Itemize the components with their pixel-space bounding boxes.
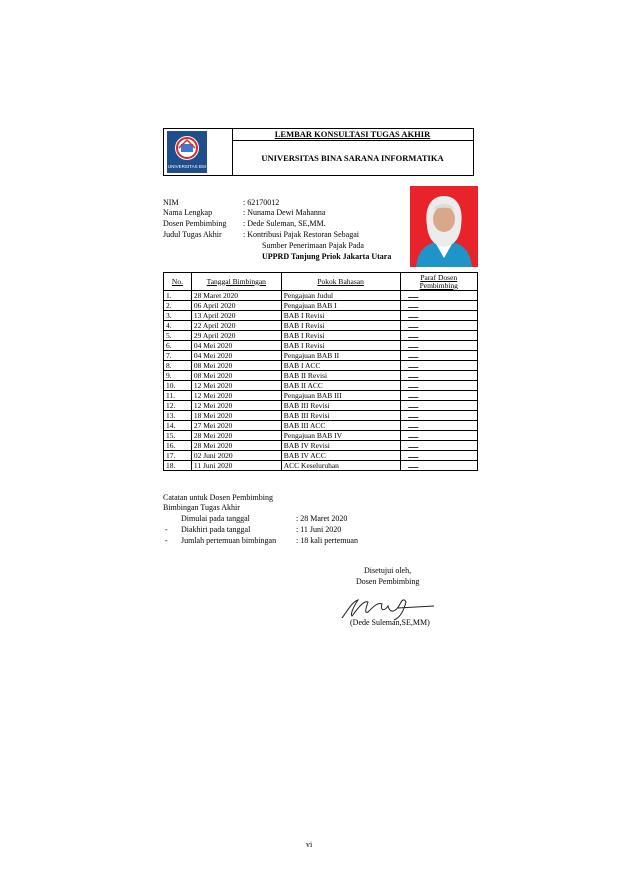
table-row bbox=[164, 361, 478, 371]
table-row bbox=[164, 461, 478, 471]
row-signature bbox=[400, 381, 477, 391]
table-row bbox=[164, 391, 478, 401]
row-signature bbox=[400, 411, 477, 421]
table-row bbox=[164, 371, 478, 381]
row-date: 18 Mei 2020 bbox=[191, 411, 281, 421]
bullet: - bbox=[165, 536, 168, 545]
paraf-mark bbox=[408, 363, 420, 368]
row-topic: BAB III Revisi bbox=[281, 411, 400, 421]
nim-label: NIM bbox=[163, 198, 179, 207]
row-number: 12. bbox=[164, 401, 192, 411]
name-label: Nama Lengkap bbox=[163, 208, 213, 217]
paraf-mark bbox=[408, 463, 420, 468]
row-topic: BAB III ACC bbox=[281, 421, 400, 431]
row-date: 28 Mei 2020 bbox=[191, 441, 281, 451]
row-signature bbox=[400, 421, 477, 431]
end-date-label: Diakhiri pada tanggal bbox=[181, 525, 251, 534]
meeting-count-value: : 18 kali pertemuan bbox=[296, 536, 358, 545]
row-topic: BAB II ACC bbox=[281, 381, 400, 391]
thesis-title-line-3: UPPRD Tanjung Priok Jakarta Utara bbox=[262, 252, 392, 261]
paraf-mark bbox=[408, 393, 420, 398]
row-signature bbox=[400, 401, 477, 411]
header-box bbox=[163, 128, 474, 176]
row-signature bbox=[400, 461, 477, 471]
row-signature bbox=[400, 431, 477, 441]
row-date: 11 Juni 2020 bbox=[191, 461, 281, 471]
start-date-value: : 28 Maret 2020 bbox=[296, 514, 348, 523]
row-date: 12 Mei 2020 bbox=[191, 391, 281, 401]
row-date: 28 Mei 2020 bbox=[191, 431, 281, 441]
col-signature bbox=[400, 273, 477, 291]
page-number: vi bbox=[306, 840, 313, 849]
paraf-mark bbox=[408, 373, 420, 378]
row-number: 4. bbox=[164, 321, 192, 331]
paraf-mark bbox=[408, 423, 420, 428]
table-row bbox=[164, 411, 478, 421]
row-topic: BAB IV Revisi bbox=[281, 441, 400, 451]
thesis-title-line-1: : Kontribusi Pajak Restoran Sebagai bbox=[243, 230, 359, 239]
paraf-mark bbox=[408, 453, 420, 458]
row-topic: Pengajuan BAB II bbox=[281, 351, 400, 361]
table-row bbox=[164, 351, 478, 361]
paraf-mark bbox=[408, 383, 420, 388]
thesis-title-line-2: Sumber Penerimaan Pajak Pada bbox=[262, 241, 364, 250]
end-date-value: : 11 Juni 2020 bbox=[296, 525, 342, 534]
table-header-row bbox=[164, 273, 478, 291]
row-number: 10. bbox=[164, 381, 192, 391]
notes-heading-1: Catatan untuk Dosen Pembimbing bbox=[163, 493, 273, 502]
row-date: 29 April 2020 bbox=[191, 331, 281, 341]
paraf-mark bbox=[408, 333, 420, 338]
row-number: 15. bbox=[164, 431, 192, 441]
paraf-mark bbox=[408, 433, 420, 438]
row-topic: BAB I Revisi bbox=[281, 331, 400, 341]
name-value: : Nunama Dewi Mahanna bbox=[243, 208, 326, 217]
paraf-mark bbox=[408, 413, 420, 418]
table-row bbox=[164, 291, 478, 301]
row-signature bbox=[400, 371, 477, 381]
table-row bbox=[164, 431, 478, 441]
row-topic: BAB I Revisi bbox=[281, 321, 400, 331]
approved-by-text: Disetujui oleh, bbox=[364, 566, 412, 575]
row-topic: Pengajuan BAB IV bbox=[281, 431, 400, 441]
table-row bbox=[164, 321, 478, 331]
row-number: 17. bbox=[164, 451, 192, 461]
row-number: 5. bbox=[164, 331, 192, 341]
advisor-value: : Dede Suleman, SE,MM. bbox=[243, 219, 326, 228]
meeting-count-label: Jumlah pertemuan bimbingan bbox=[181, 536, 277, 545]
row-topic: BAB I Revisi bbox=[281, 311, 400, 321]
row-signature bbox=[400, 291, 477, 301]
row-date: 12 Mei 2020 bbox=[191, 381, 281, 391]
row-number: 8. bbox=[164, 361, 192, 371]
table-row bbox=[164, 401, 478, 411]
row-topic: BAB I Revisi bbox=[281, 341, 400, 351]
col-date: Tanggal Bimbingan bbox=[191, 273, 281, 291]
svg-text:UNIVERSITAS BSI: UNIVERSITAS BSI bbox=[167, 164, 207, 169]
col-topic: Pokok Bahasan bbox=[281, 273, 400, 291]
row-date: 04 Mei 2020 bbox=[191, 351, 281, 361]
paraf-mark bbox=[408, 343, 420, 348]
university-name: UNIVERSITAS BINA SARANA INFORMATIKA bbox=[261, 153, 444, 163]
row-signature bbox=[400, 321, 477, 331]
paraf-mark bbox=[408, 443, 420, 448]
row-signature bbox=[400, 361, 477, 371]
row-signature bbox=[400, 331, 477, 341]
advisor-role-text: Dosen Pembimbing bbox=[356, 577, 420, 586]
row-topic: BAB III Revisi bbox=[281, 401, 400, 411]
row-topic: Pengajuan Judul bbox=[281, 291, 400, 301]
row-signature bbox=[400, 301, 477, 311]
row-topic: BAB II Revisi bbox=[281, 371, 400, 381]
notes-heading-2: Bimbingan Tugas Akhir bbox=[163, 503, 240, 512]
row-date: 12 Mei 2020 bbox=[191, 401, 281, 411]
row-number: 1. bbox=[164, 291, 192, 301]
row-number: 13. bbox=[164, 411, 192, 421]
table-row bbox=[164, 301, 478, 311]
paraf-mark bbox=[408, 403, 420, 408]
row-date: 04 Mei 2020 bbox=[191, 341, 281, 351]
row-signature bbox=[400, 311, 477, 321]
row-number: 16. bbox=[164, 441, 192, 451]
start-date-label: Dimulai pada tanggal bbox=[181, 514, 250, 523]
row-number: 18. bbox=[164, 461, 192, 471]
row-date: 02 Juni 2020 bbox=[191, 451, 281, 461]
row-date: 22 April 2020 bbox=[191, 321, 281, 331]
university-logo bbox=[167, 131, 207, 173]
row-signature bbox=[400, 391, 477, 401]
table-row bbox=[164, 311, 478, 321]
paraf-mark bbox=[408, 293, 420, 298]
table-body bbox=[164, 291, 478, 471]
table-row bbox=[164, 331, 478, 341]
logo-cell bbox=[164, 129, 233, 175]
row-topic: Pengajuan BAB I bbox=[281, 301, 400, 311]
row-date: 13 April 2020 bbox=[191, 311, 281, 321]
advisor-label: Dosen Pembimbing bbox=[163, 219, 227, 228]
student-photo bbox=[410, 186, 478, 267]
row-number: 2. bbox=[164, 301, 192, 311]
row-number: 7. bbox=[164, 351, 192, 361]
row-signature bbox=[400, 441, 477, 451]
row-date: 08 Mei 2020 bbox=[191, 361, 281, 371]
row-signature bbox=[400, 451, 477, 461]
bullet: - bbox=[165, 525, 168, 534]
table-row bbox=[164, 441, 478, 451]
form-title: LEMBAR KONSULTASI TUGAS AKHIR bbox=[232, 129, 473, 141]
row-date: 28 Maret 2020 bbox=[191, 291, 281, 301]
table-row bbox=[164, 341, 478, 351]
table-row bbox=[164, 451, 478, 461]
paraf-mark bbox=[408, 353, 420, 358]
paraf-mark bbox=[408, 313, 420, 318]
row-date: 08 Mei 2020 bbox=[191, 371, 281, 381]
nim-value: : 62170012 bbox=[243, 198, 280, 207]
row-number: 11. bbox=[164, 391, 192, 401]
row-signature bbox=[400, 351, 477, 361]
table-row bbox=[164, 381, 478, 391]
row-number: 9. bbox=[164, 371, 192, 381]
consultation-table bbox=[163, 272, 478, 471]
row-number: 3. bbox=[164, 311, 192, 321]
advisor-signed-name: (Dede Suleman,SE,MM) bbox=[350, 618, 430, 627]
row-signature bbox=[400, 341, 477, 351]
table-row bbox=[164, 421, 478, 431]
col-no: No. bbox=[164, 273, 192, 291]
paraf-mark bbox=[408, 303, 420, 308]
row-topic: BAB IV ACC bbox=[281, 451, 400, 461]
row-number: 14. bbox=[164, 421, 192, 431]
col-signature-label: Paraf Dosen Pembimbing bbox=[419, 272, 458, 290]
row-date: 27 Mei 2020 bbox=[191, 421, 281, 431]
row-number: 6. bbox=[164, 341, 192, 351]
row-date: 06 April 2020 bbox=[191, 301, 281, 311]
paraf-mark bbox=[408, 323, 420, 328]
thesis-title-label: Judul Tugas Akhir bbox=[163, 230, 222, 239]
row-topic: BAB I ACC bbox=[281, 361, 400, 371]
row-topic: Pengajuan BAB III bbox=[281, 391, 400, 401]
row-topic: ACC Keseluruhan bbox=[281, 461, 400, 471]
